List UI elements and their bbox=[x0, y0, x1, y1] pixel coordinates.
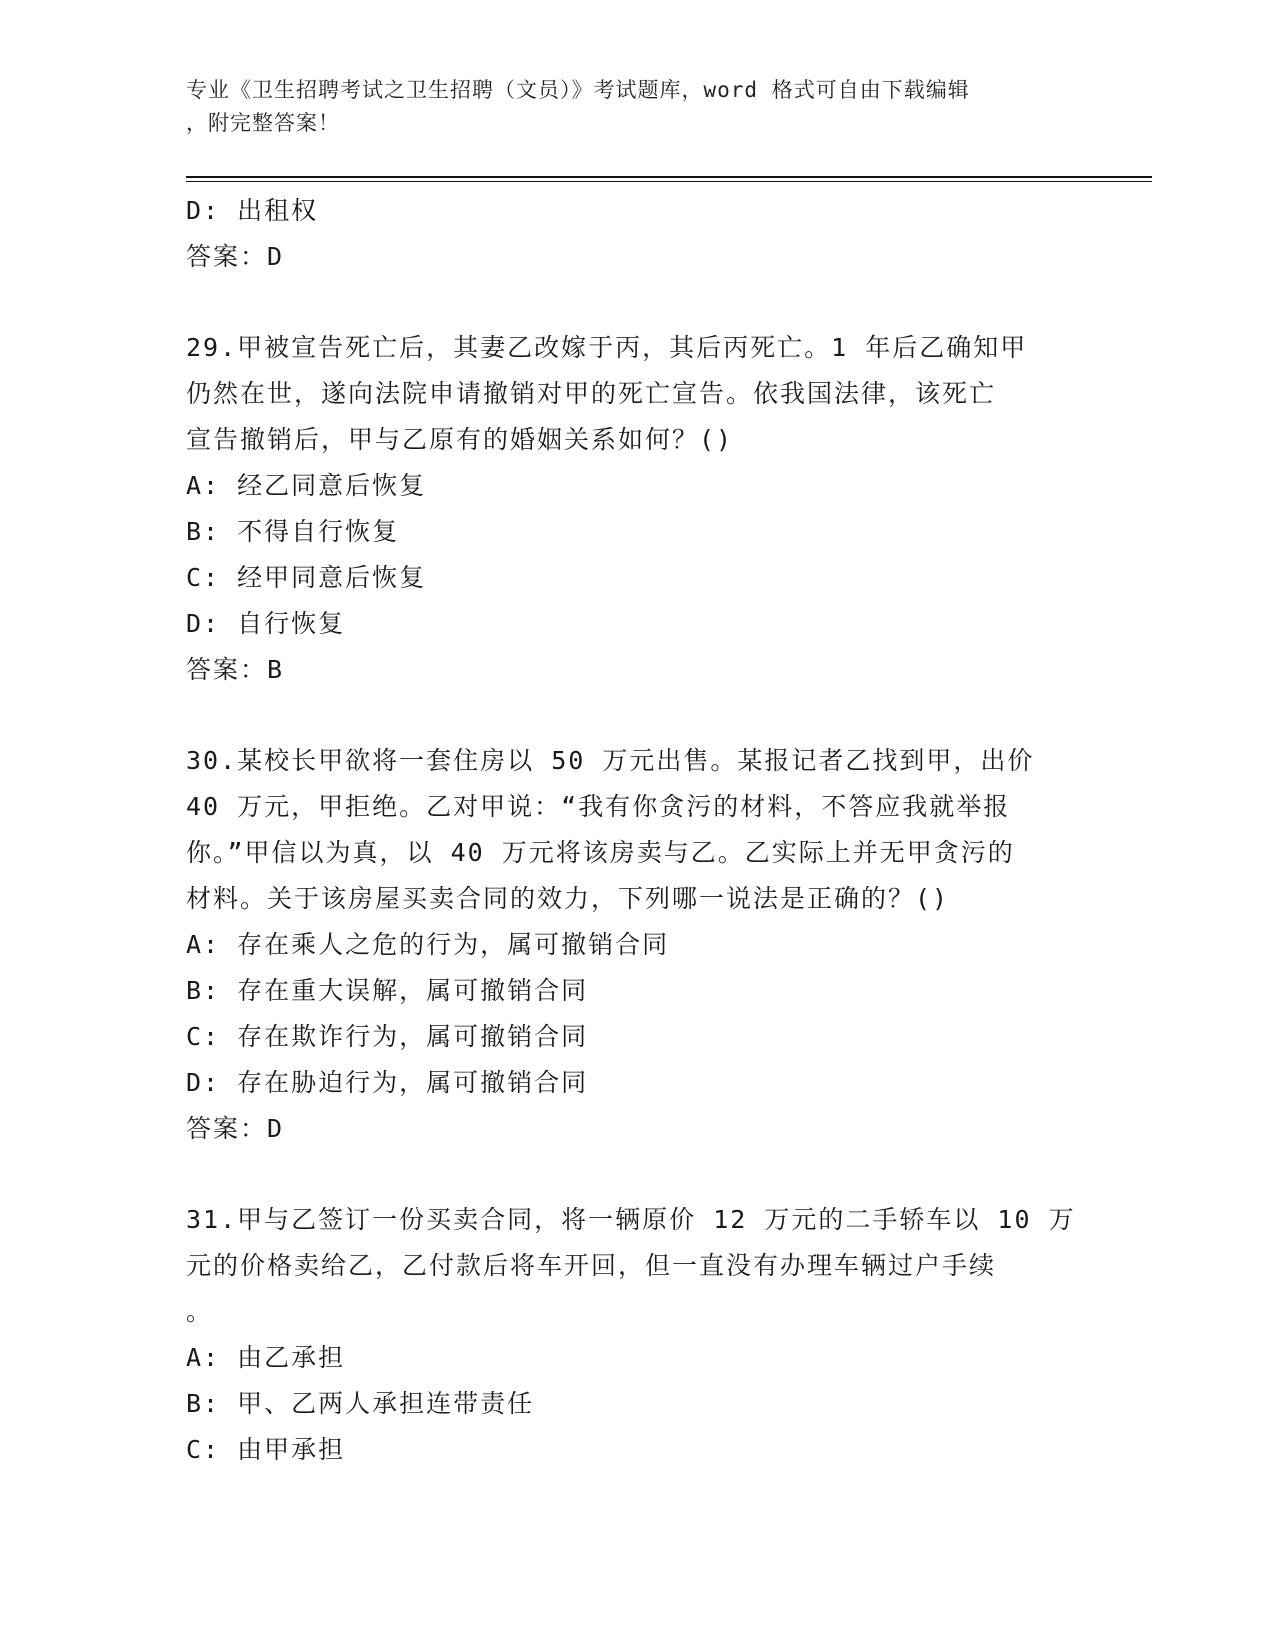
question-text-line: 你。”甲信以为真，以 40 万元将该房卖与乙。乙实际上并无甲贪污的 bbox=[186, 838, 1015, 867]
option-c: C: 由甲承担 bbox=[186, 1435, 346, 1464]
question-31 bbox=[186, 1197, 1086, 1473]
question-text-line: 40 万元，甲拒绝。乙对甲说：“我有你贪污的材料，不答应我就举报 bbox=[186, 792, 1011, 821]
question-text-line: 材料。关于该房屋买卖合同的效力，下列哪一说法是正确的？() bbox=[186, 884, 950, 913]
option-c: C: 存在欺诈行为，属可撤销合同 bbox=[186, 1022, 589, 1051]
question-text-line: 宣告撤销后，甲与乙原有的婚姻关系如何？() bbox=[186, 425, 734, 454]
spacer bbox=[186, 280, 1086, 325]
header-line-2: ，附完整答案！ bbox=[186, 111, 340, 135]
question-text-line: 。 bbox=[186, 1297, 214, 1326]
option-b: B: 甲、乙两人承担连带责任 bbox=[186, 1389, 535, 1418]
question-content bbox=[186, 188, 1086, 1473]
question-29 bbox=[186, 325, 1086, 693]
answer-line: 答案：B bbox=[186, 655, 285, 684]
question-text-line: 元的价格卖给乙，乙付款后将车开回，但一直没有办理车辆过户手续 bbox=[186, 1251, 997, 1280]
question-text-line: 31.甲与乙签订一份买卖合同，将一辆原价 12 万元的二手轿车以 10 万 bbox=[186, 1205, 1076, 1234]
header-line-1: 专业《卫生招聘考试之卫生招聘（文员）》考试题库，word 格式可自由下载编辑 bbox=[186, 78, 970, 102]
option-b: B: 存在重大误解，属可撤销合同 bbox=[186, 976, 589, 1005]
spacer bbox=[186, 1152, 1086, 1197]
option-d: D: 出租权 bbox=[186, 196, 319, 225]
option-a: A: 经乙同意后恢复 bbox=[186, 471, 427, 500]
option-d: D: 自行恢复 bbox=[186, 609, 346, 638]
option-c: C: 经甲同意后恢复 bbox=[186, 563, 427, 592]
page-header bbox=[186, 74, 1066, 140]
option-a: A: 由乙承担 bbox=[186, 1343, 346, 1372]
option-b: B: 不得自行恢复 bbox=[186, 517, 400, 546]
question-30 bbox=[186, 738, 1086, 1152]
answer-line: 答案：D bbox=[186, 242, 285, 271]
answer-line: 答案：D bbox=[186, 1114, 285, 1143]
option-d: D: 存在胁迫行为，属可撤销合同 bbox=[186, 1068, 589, 1097]
question-text-line: 30.某校长甲欲将一套住房以 50 万元出售。某报记者乙找到甲，出价 bbox=[186, 746, 1035, 775]
question-text-line: 仍然在世，遂向法院申请撤销对甲的死亡宣告。依我国法律，该死亡 bbox=[186, 379, 997, 408]
spacer bbox=[186, 693, 1086, 738]
header-divider-thick bbox=[186, 176, 1152, 178]
header-divider-thin bbox=[186, 181, 1152, 182]
question-text-line: 29.甲被宣告死亡后，其妻乙改嫁于丙，其后丙死亡。1 年后乙确知甲 bbox=[186, 333, 1028, 362]
option-a: A: 存在乘人之危的行为，属可撤销合同 bbox=[186, 930, 670, 959]
